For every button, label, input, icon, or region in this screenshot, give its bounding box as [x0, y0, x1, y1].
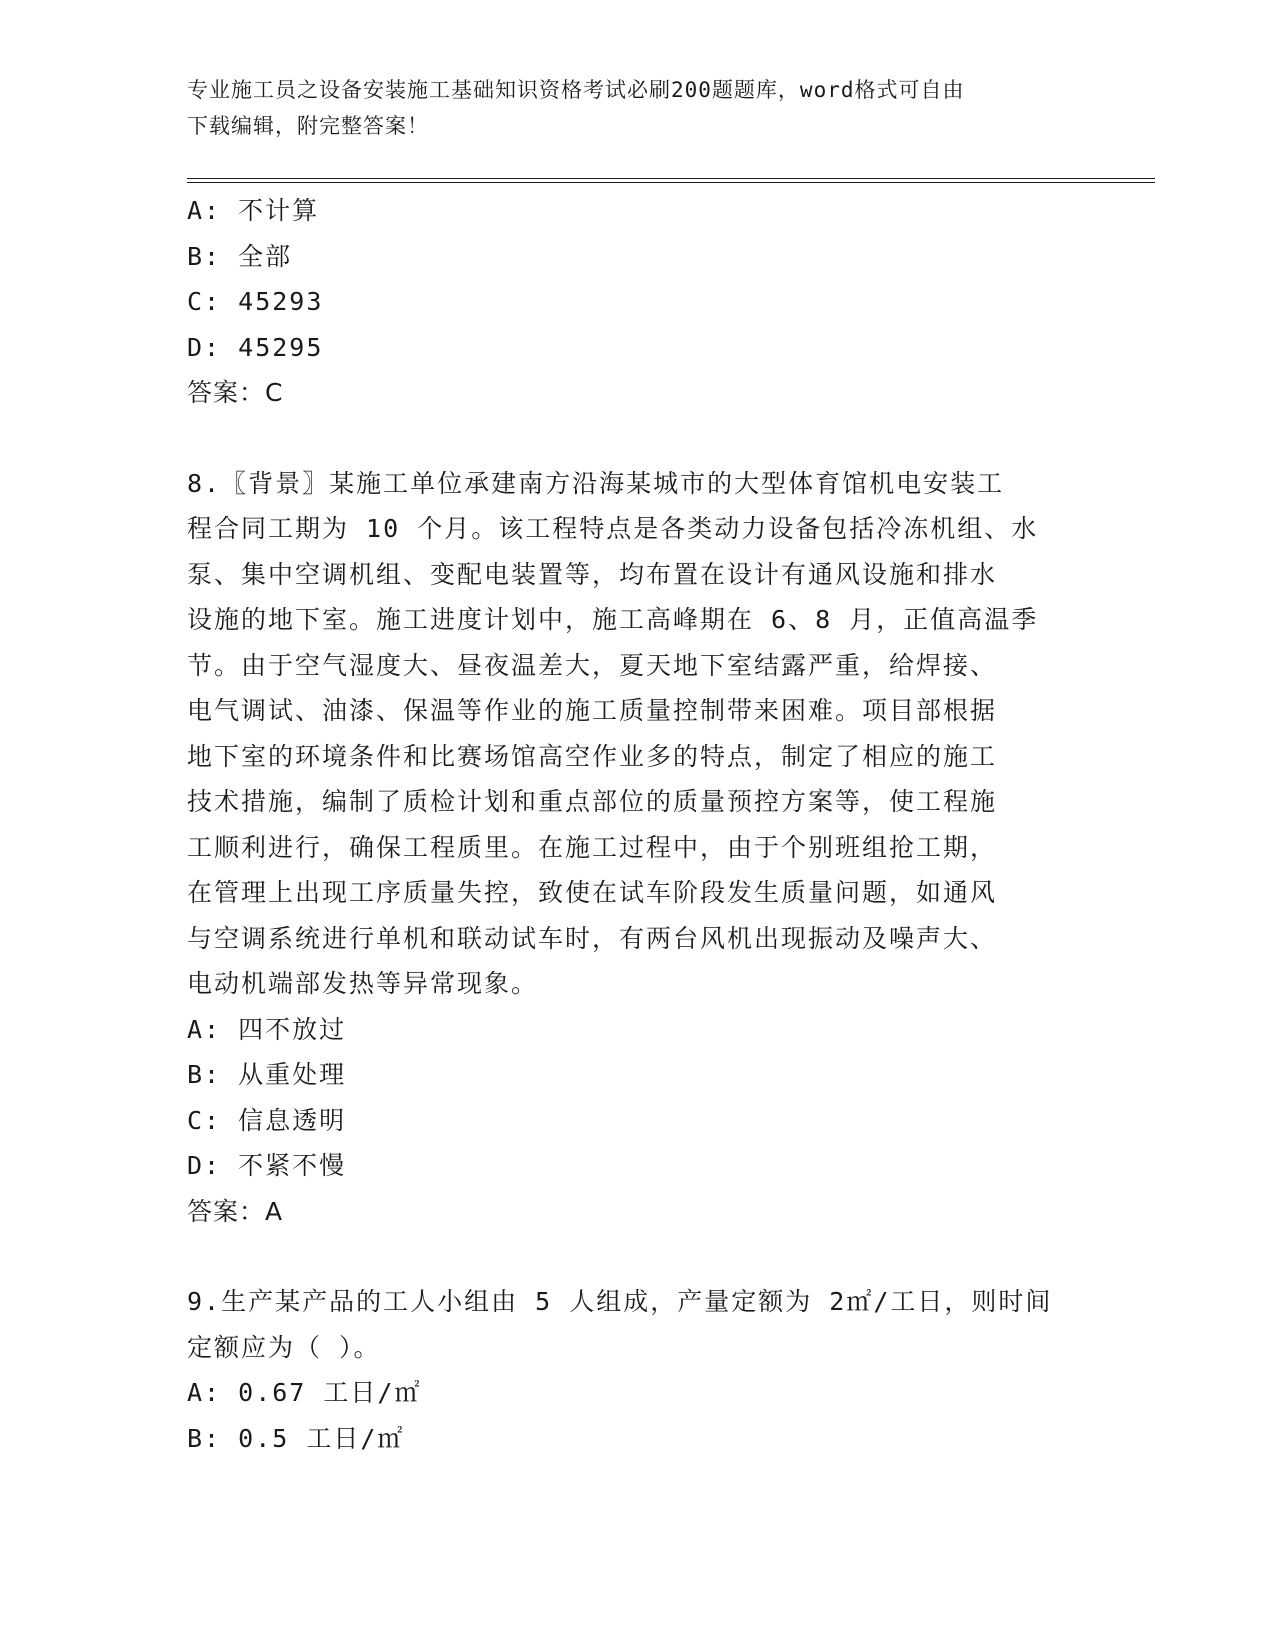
question-text-line: 地下室的环境条件和比赛场馆高空作业多的特点，制定了相应的施工	[187, 741, 998, 771]
question-text-line: 电气调试、油漆、保温等作业的施工质量控制带来困难。项目部根据	[187, 696, 998, 725]
option-a: A: 不计算	[187, 196, 320, 225]
document-body	[187, 188, 1067, 1461]
question-text-line: 9.生产某产品的工人小组由 5 人组成，产量定额为 2㎡/工日，则时间	[187, 1287, 1053, 1316]
header-rule-bottom	[187, 182, 1155, 183]
option-a: A: 0.67 工日/㎡	[187, 1378, 422, 1407]
question-text-line: 在管理上出现工序质量失控，致使在试车阶段发生质量问题，如通风	[187, 878, 998, 907]
question-text-line: 泵、集中空调机组、变配电装置等，均布置在设计有通风设施和排水	[187, 559, 998, 589]
option-b: B: 全部	[187, 241, 293, 271]
question-text-line: 工顺利进行，确保工程质里。在施工过程中，由于个别班组抢工期，	[187, 832, 998, 862]
option-d: D: 45295	[187, 332, 324, 362]
question-text-line: 8.〖背景〗某施工单位承建南方沿海某城市的大型体育馆机电安装工	[187, 468, 1005, 498]
question-text-line: 程合同工期为 10 个月。该工程特点是各类动力设备包括冷冻机组、水	[187, 514, 1039, 543]
option-a: A: 四不放过	[187, 1014, 347, 1044]
spacer	[187, 416, 1067, 461]
answer-line: 答案：C	[187, 378, 284, 407]
header-rule-top	[187, 178, 1155, 179]
option-c: C: 信息透明	[187, 1105, 347, 1135]
question-7-block	[187, 188, 1067, 416]
question-text-line: 定额应为（ ）。	[187, 1332, 381, 1362]
option-b: B: 0.5 工日/㎡	[187, 1423, 405, 1453]
option-d: D: 不紧不慢	[187, 1151, 347, 1180]
answer-line: 答案：A	[187, 1196, 284, 1226]
question-text-line: 节。由于空气湿度大、昼夜温差大，夏天地下室结露严重，给焊接、	[187, 650, 998, 680]
spacer	[187, 1234, 1067, 1279]
question-9-block	[187, 1279, 1067, 1461]
header-line: 专业施工员之设备安装施工基础知识资格考试必刷200题题库，word格式可自由	[187, 78, 965, 102]
document-header	[187, 72, 1067, 144]
question-text-line: 与空调系统进行单机和联动试车时，有两台风机出现振动及噪声大、	[187, 923, 998, 953]
question-text-line: 技术措施，编制了质检计划和重点部位的质量预控方案等，使工程施	[187, 787, 998, 816]
question-text-line: 设施的地下室。施工进度计划中，施工高峰期在 6、8 月，正值高温季	[187, 605, 1039, 634]
option-b: B: 从重处理	[187, 1060, 347, 1089]
header-line: 下载编辑，附完整答案！	[187, 114, 429, 138]
question-8-block	[187, 461, 1067, 1235]
option-c: C: 45293	[187, 287, 324, 316]
question-text-line: 电动机端部发热等异常现象。	[187, 969, 539, 998]
